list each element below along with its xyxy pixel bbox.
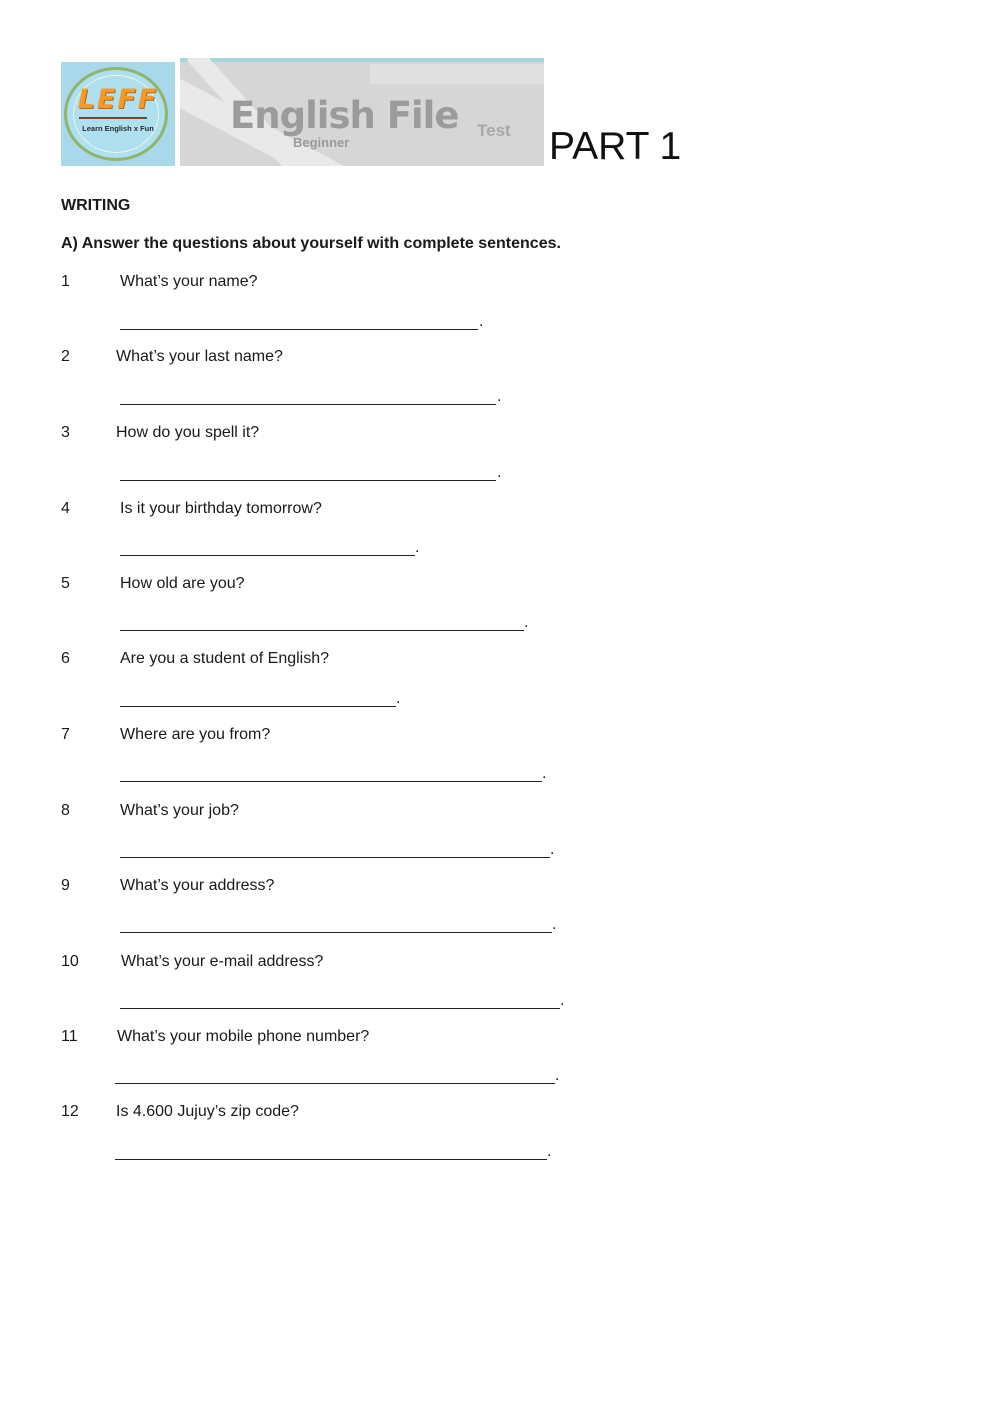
answer-line[interactable] (120, 630, 524, 631)
answer-period: . (552, 916, 557, 933)
question-text: What’s your last name? (116, 348, 283, 365)
english-file-banner (180, 58, 544, 166)
leff-logo (61, 62, 175, 166)
question-number: 5 (61, 575, 70, 592)
question-text: Is 4.600 Jujuy’s zip code? (116, 1103, 299, 1120)
question-text: What’s your address? (120, 877, 275, 894)
question-number: 7 (61, 726, 70, 743)
banner-subtitle: Beginner (293, 135, 350, 150)
answer-period: . (497, 388, 502, 405)
answer-line[interactable] (120, 857, 550, 858)
question-text: How old are you? (120, 575, 245, 592)
question-text: Is it your birthday tomorrow? (120, 500, 322, 517)
banner-label: Test (477, 121, 511, 140)
logo-brand: LEFF (77, 84, 159, 115)
answer-period: . (479, 313, 484, 330)
answer-line[interactable] (120, 329, 478, 330)
question-text: Where are you from? (120, 726, 271, 743)
question-text: Are you a student of English? (120, 650, 330, 667)
answer-period: . (524, 614, 529, 631)
answer-period: . (555, 1067, 560, 1084)
answer-line[interactable] (120, 404, 496, 405)
section-title: WRITING (61, 197, 131, 214)
part-title: PART 1 (549, 125, 682, 168)
instruction: A) Answer the questions about yourself with complete sentences. (61, 235, 561, 252)
banner-title: English File (230, 94, 459, 137)
answer-line[interactable] (120, 555, 415, 556)
question-number: 4 (61, 500, 70, 517)
answer-line[interactable] (120, 480, 496, 481)
question-text: What’s your e-mail address? (121, 953, 324, 970)
answer-line[interactable] (120, 932, 552, 933)
question-number: 12 (61, 1103, 79, 1120)
answer-line[interactable] (115, 1083, 555, 1084)
question-number: 8 (61, 802, 70, 819)
question-number: 9 (61, 877, 70, 894)
question-text: What’s your name? (120, 273, 258, 290)
question-number: 1 (61, 273, 70, 290)
question-text: What’s your mobile phone number? (117, 1028, 370, 1045)
logo-tagline: Learn English x Fun (82, 124, 154, 133)
answer-line[interactable] (120, 1008, 560, 1009)
answer-period: . (396, 690, 401, 707)
question-text: How do you spell it? (116, 424, 260, 441)
answer-period: . (497, 464, 502, 481)
question-number: 10 (61, 953, 79, 970)
answer-period: . (415, 539, 420, 556)
question-number: 11 (61, 1028, 78, 1045)
answer-line[interactable] (120, 781, 542, 782)
answer-period: . (550, 841, 555, 858)
answer-line[interactable] (120, 706, 396, 707)
answer-period: . (542, 765, 547, 782)
question-text: What’s your job? (120, 802, 239, 819)
question-number: 6 (61, 650, 70, 667)
answer-line[interactable] (115, 1159, 547, 1160)
answer-period: . (560, 992, 565, 1009)
answer-period: . (547, 1143, 552, 1160)
question-number: 2 (61, 348, 70, 365)
question-number: 3 (61, 424, 70, 441)
